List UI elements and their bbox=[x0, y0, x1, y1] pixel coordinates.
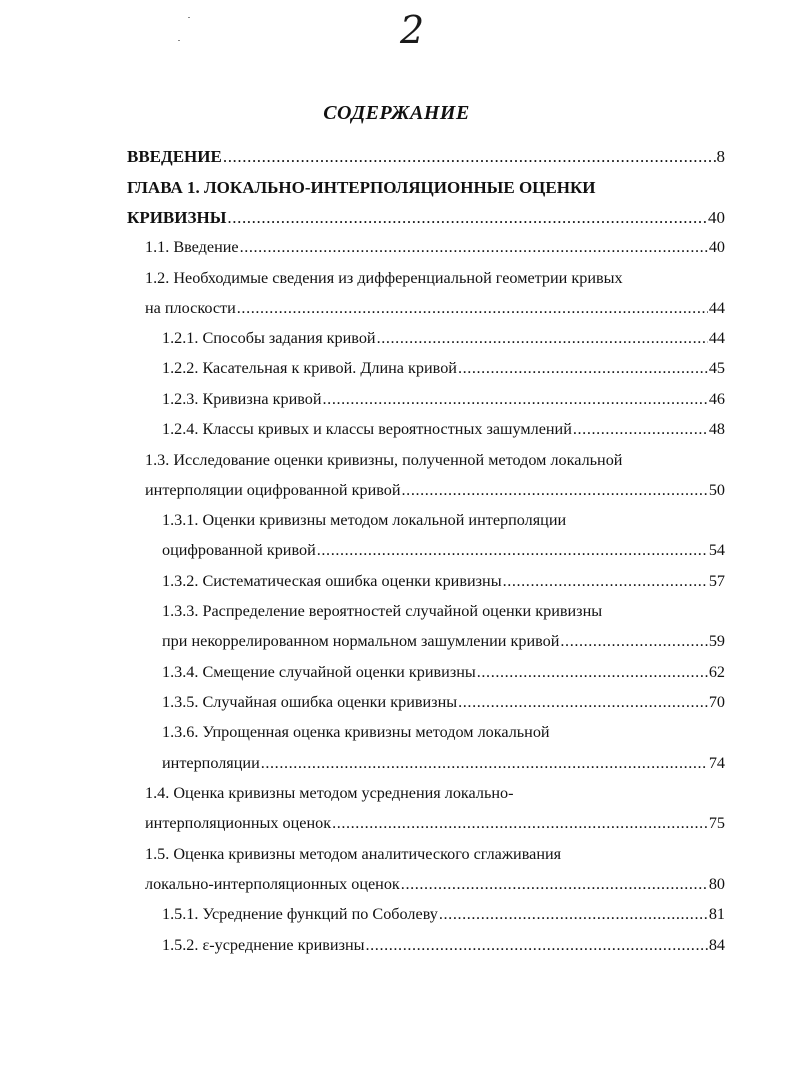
dot-leader bbox=[240, 238, 708, 257]
toc-entry-chapter-1 bbox=[127, 178, 725, 200]
dot-leader bbox=[323, 390, 708, 409]
toc-entry bbox=[162, 420, 725, 442]
toc-entry bbox=[162, 602, 725, 624]
toc-entry-page: 50 bbox=[708, 481, 725, 499]
toc-entry-label: 1.3.4. Смещение случайной оценки кривизны bbox=[162, 663, 476, 681]
dot-leader bbox=[223, 147, 716, 167]
dot-leader bbox=[366, 936, 708, 955]
dot-leader bbox=[317, 541, 708, 560]
toc-entry bbox=[145, 481, 725, 503]
toc-entry-page: 8 bbox=[716, 147, 725, 166]
toc-entry-label: оцифрованной кривой bbox=[162, 541, 316, 559]
toc-entry-label: 1.2.3. Кривизна кривой bbox=[162, 390, 322, 408]
toc-entry-label: интерполяции оцифрованной кривой bbox=[145, 481, 401, 499]
toc-entry bbox=[162, 754, 725, 776]
toc-entry-label: 1.3.5. Случайная ошибка оценки кривизны bbox=[162, 693, 458, 711]
toc-entry-label: 1.2.2. Касательная к кривой. Длина кривой bbox=[162, 359, 457, 377]
toc-entry bbox=[145, 269, 725, 291]
handwritten-page-number: 2 bbox=[400, 8, 425, 52]
toc-entry bbox=[162, 329, 725, 351]
toc-entry-label: 1.4. Оценка кривизны методом усреднения локально- bbox=[145, 784, 514, 802]
toc-entry-label: 1.3.2. Систематическая ошибка оценки кривизны bbox=[162, 572, 502, 590]
toc-entry bbox=[162, 572, 725, 594]
dot-leader bbox=[377, 329, 708, 348]
toc-entry bbox=[162, 723, 725, 745]
dot-leader bbox=[439, 905, 708, 924]
toc-entry-chapter-1-cont bbox=[127, 208, 725, 230]
toc-entry bbox=[145, 784, 725, 806]
toc-entry-label: 1.5. Оценка кривизны методом аналитического сглаживания bbox=[145, 845, 562, 863]
toc-entry-label: ВВЕДЕНИЕ bbox=[127, 147, 222, 166]
toc-entry-label: локально-интерполяционных оценок bbox=[145, 875, 400, 893]
toc-entry bbox=[162, 663, 725, 685]
toc-entry-label: ГЛАВА 1. ЛОКАЛЬНО-ИНТЕРПОЛЯЦИОННЫЕ ОЦЕНКИ bbox=[127, 178, 596, 197]
toc-entry-page: 75 bbox=[708, 814, 725, 832]
toc-entry bbox=[162, 390, 725, 412]
toc-entry bbox=[162, 693, 725, 715]
toc-entry bbox=[162, 936, 725, 958]
dot-leader bbox=[402, 481, 708, 500]
dot-leader bbox=[332, 814, 708, 833]
toc-entry-page: 40 bbox=[708, 238, 725, 256]
toc-entry-label: 1.3.1. Оценки кривизны методом локальной интерполяции bbox=[162, 511, 567, 529]
dot-leader bbox=[573, 420, 708, 439]
scan-speck bbox=[178, 40, 180, 41]
toc-entry-label: 1.3.6. Упрощенная оценка кривизны методом локальной bbox=[162, 723, 550, 741]
toc-entry bbox=[145, 238, 725, 260]
toc-entry-label: 1.2.4. Классы кривых и классы вероятностных зашумлений bbox=[162, 420, 572, 438]
toc-entry-label: 1.3. Исследование оценки кривизны, полученной методом локальной bbox=[145, 451, 623, 469]
toc-entry-page: 84 bbox=[708, 936, 725, 954]
toc-entry-page: 70 bbox=[708, 693, 725, 711]
toc-entry-label: КРИВИЗНЫ bbox=[127, 208, 227, 227]
dot-leader bbox=[227, 208, 707, 228]
toc-entry bbox=[145, 875, 725, 897]
toc-entry-label: 1.5.1. Усреднение функций по Соболеву bbox=[162, 905, 438, 923]
toc-entry-page: 46 bbox=[708, 390, 725, 408]
dot-leader bbox=[560, 632, 707, 651]
toc-entry-page: 59 bbox=[708, 632, 725, 650]
dot-leader bbox=[503, 572, 708, 591]
toc-entry-page: 44 bbox=[708, 299, 725, 317]
dot-leader bbox=[261, 754, 708, 773]
toc-entry-label: интерполяции bbox=[162, 754, 260, 772]
toc-entry-page: 62 bbox=[708, 663, 725, 681]
toc-entry bbox=[145, 814, 725, 836]
dot-leader bbox=[401, 875, 708, 894]
dot-leader bbox=[458, 693, 708, 712]
toc-entry-label: на плоскости bbox=[145, 299, 236, 317]
scan-speck bbox=[188, 17, 190, 18]
toc-entry-label: 1.5.2. ε-усреднение кривизны bbox=[162, 936, 365, 954]
dot-leader bbox=[237, 299, 708, 318]
toc-entry bbox=[162, 905, 725, 927]
toc-entry-label: 1.2. Необходимые сведения из дифференциальной геометрии кривых bbox=[145, 269, 623, 287]
toc-entry-page: 40 bbox=[708, 208, 725, 227]
toc-entry bbox=[162, 359, 725, 381]
page-title: СОДЕРЖАНИЕ bbox=[323, 102, 470, 124]
toc-entry bbox=[162, 541, 725, 563]
toc-entry-introduction bbox=[127, 147, 725, 169]
toc-entry-page: 48 bbox=[708, 420, 725, 438]
toc-entry bbox=[145, 451, 725, 473]
toc-entry-page: 74 bbox=[708, 754, 725, 772]
dot-leader bbox=[477, 663, 708, 682]
toc-entry-page: 80 bbox=[708, 875, 725, 893]
toc-entry-page: 44 bbox=[708, 329, 725, 347]
toc-entry bbox=[145, 845, 725, 867]
toc-entry-page: 81 bbox=[708, 905, 725, 923]
dot-leader bbox=[458, 359, 708, 378]
toc-entry bbox=[162, 511, 725, 533]
toc-entry-page: 57 bbox=[708, 572, 725, 590]
toc-entry-label: интерполяционных оценок bbox=[145, 814, 332, 832]
toc-entry-label: 1.2.1. Способы задания кривой bbox=[162, 329, 376, 347]
toc-entry bbox=[162, 632, 725, 654]
toc-entry-page: 45 bbox=[708, 359, 725, 377]
toc-entry-label: при некоррелированном нормальном зашумлении кривой bbox=[162, 632, 560, 650]
toc-entry-page: 54 bbox=[708, 541, 725, 559]
toc-entry-label: 1.3.3. Распределение вероятностей случайной оценки кривизны bbox=[162, 602, 603, 620]
toc-entry bbox=[145, 299, 725, 321]
toc-entry-label: 1.1. Введение bbox=[145, 238, 239, 256]
